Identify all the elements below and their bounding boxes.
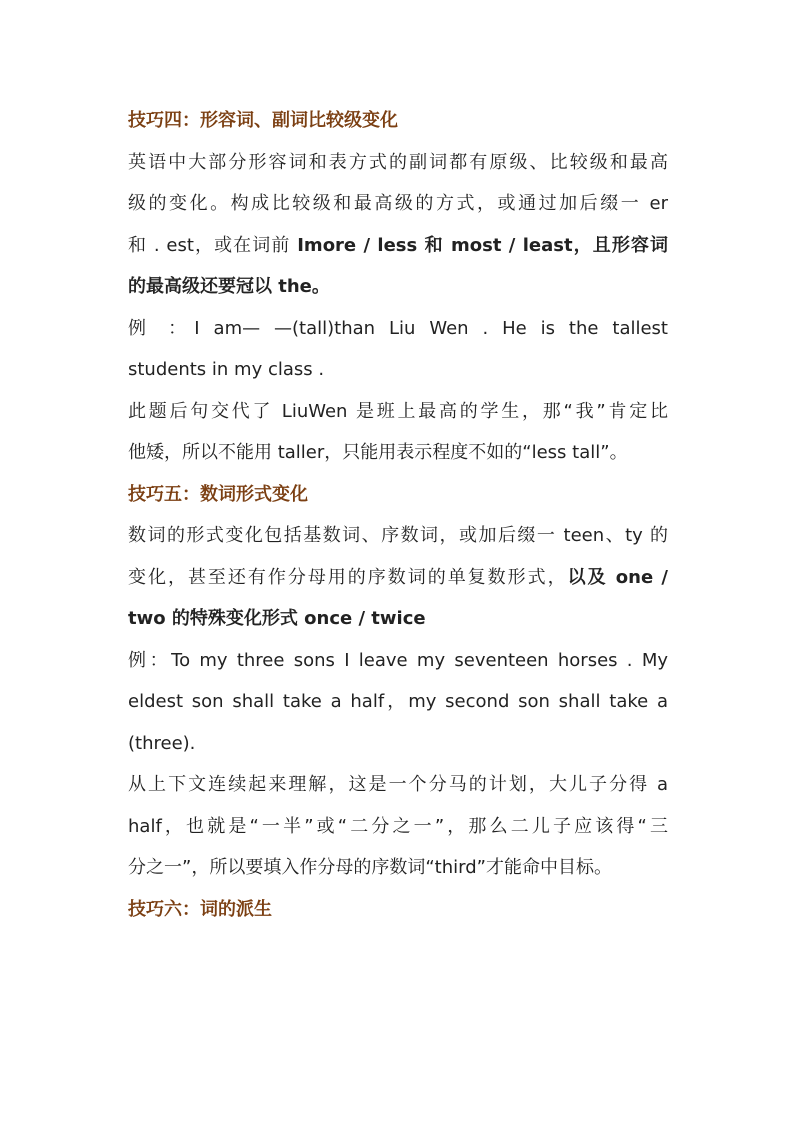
example-line: eldest son shall take a half，my second son shall take a bbox=[128, 691, 668, 712]
paragraph-line: 级的变化。构成比较级和最高级的方式，或通过加后缀一 er bbox=[128, 193, 668, 214]
explanation-line: 从上下文连续起来理解，这是一个分马的计划，大儿子分得 a bbox=[128, 774, 668, 795]
explanation-line: 分之一”，所以要填入作分母的序数词“third”才能命中目标。 bbox=[128, 857, 612, 878]
text-normal: 变化，甚至还有作分母用的序数词的单复数形式， bbox=[128, 566, 568, 588]
example-line: 例 ：I am— —(tall)than Liu Wen . He is the tallest bbox=[128, 317, 668, 339]
paragraph-line-bold: two 的特殊变化形式 once / twice bbox=[128, 608, 426, 629]
explanation-line: 此题后句交代了 LiuWen 是班上最高的学生，那“我”肯定比 bbox=[128, 400, 668, 422]
paragraph-line: 数词的形式变化包括基数词、序数词，或加后缀一 teen、ty 的 bbox=[128, 525, 668, 546]
document-page bbox=[128, 100, 668, 930]
example-line: 例：To my three sons I leave my seventeen horses . My bbox=[128, 649, 668, 671]
section-heading-tip4: 技巧四：形容词、副词比较级变化 bbox=[128, 110, 398, 131]
example-line: (three). bbox=[128, 732, 196, 754]
explanation-line: half，也就是“一半”或“二分之一”，那么二儿子应该得“三 bbox=[128, 815, 668, 837]
paragraph-line-mixed bbox=[128, 557, 668, 599]
text-normal: 和 . est，或在词前 bbox=[128, 234, 298, 256]
text-bold: Imore / less 和 most / least，且形容词 bbox=[297, 234, 668, 256]
section-heading-tip6: 技巧六：词的派生 bbox=[128, 898, 272, 920]
example-line: students in my class . bbox=[128, 359, 325, 380]
paragraph-line-mixed bbox=[128, 225, 668, 267]
paragraph-line: 英语中大部分形容词和表方式的副词都有原级、比较级和最高 bbox=[128, 151, 668, 173]
paragraph-line-bold: 的最高级还要冠以 the。 bbox=[128, 276, 330, 297]
section-heading-tip5: 技巧五：数词形式变化 bbox=[128, 483, 308, 505]
text-bold: 以及 one / bbox=[567, 566, 668, 588]
explanation-line: 他矮，所以不能用 taller，只能用表示程度不如的“less tall”。 bbox=[128, 442, 628, 463]
